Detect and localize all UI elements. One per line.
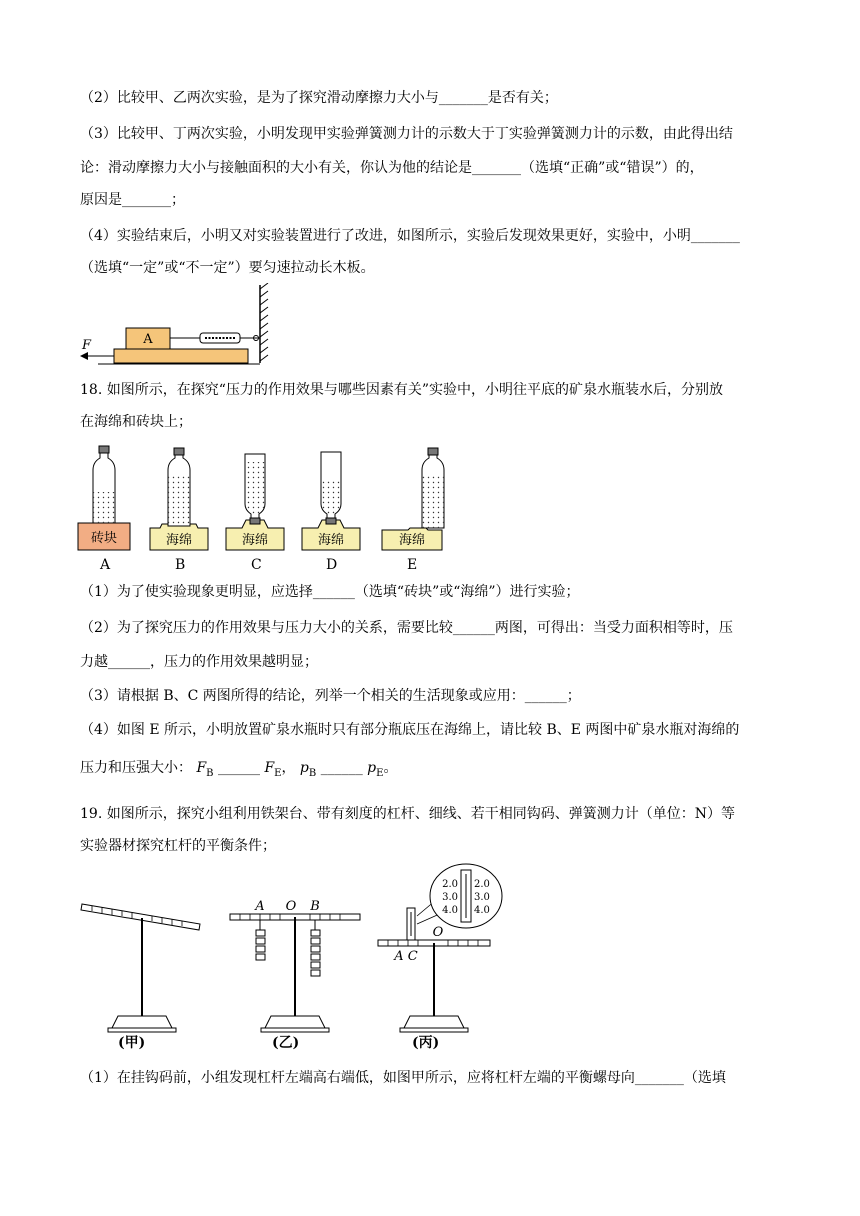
q17-part4-line2: （选填“一定”或“不一定”）要匀速拉动长木板。 — [80, 260, 375, 276]
q18-intro-line2: 在海绵和砖块上； — [80, 414, 192, 430]
panel-e-base: 海绵 — [398, 533, 426, 548]
point-b: B — [310, 899, 320, 914]
force-f-label: F — [82, 338, 92, 353]
scale-right-3: 4.0 — [474, 905, 490, 916]
sub-e: E — [376, 767, 384, 779]
block-a-label: A — [143, 332, 153, 347]
var-f: F — [264, 760, 275, 776]
point-o: O — [285, 899, 297, 914]
panel-b-base: 海绵 — [165, 533, 193, 548]
panel-d — [302, 452, 360, 550]
scale-right-2: 3.0 — [474, 892, 490, 903]
scale-right-1: 2.0 — [474, 879, 490, 890]
caption-a: A — [100, 557, 111, 573]
lever-bing — [378, 864, 502, 1032]
lever-jia — [81, 904, 200, 1032]
scale-left-3: 4.0 — [442, 905, 458, 916]
caption-c: C — [251, 557, 262, 573]
q17-part4-line1: （4）实验结束后，小明又对实验装置进行了改进，如图所示，实验后发现效果更好，实验中，小明_______ — [80, 228, 740, 244]
panel-b — [150, 448, 208, 550]
period: 。 — [383, 760, 398, 776]
comma: ， — [281, 760, 296, 776]
long-board — [114, 349, 248, 363]
caption-e: E — [407, 557, 418, 573]
sub-e: E — [274, 767, 282, 779]
blank-1: ______ — [217, 760, 260, 776]
q18-part2-line2: 力越______，压力的作用效果越明显； — [80, 654, 318, 670]
q17-part3-line2: 论：滑动摩擦力大小与接触面积的大小有关，你认为他的结论是_______（选填“正确”或“错误”）的， — [80, 160, 704, 176]
q18-part4-line1: （4）如图 E 所示，小明放置矿泉水瓶时只有部分瓶底压在海绵上，请比较 B、E 两图中矿泉水瓶对海绵的 — [80, 722, 740, 738]
panel-d-base: 海绵 — [317, 533, 345, 548]
var-p: p — [367, 760, 377, 776]
sub-b: B — [308, 767, 317, 779]
q18-part4-prefix: 压力和压强大小： — [80, 760, 192, 776]
sub-b: B — [206, 767, 214, 779]
q19-intro-line1: 19. 如图所示，探究小组利用铁架台、带有刻度的杠杆、细线、若干相同钩码、弹簧测力计（单位：N）等 — [80, 806, 735, 822]
q19-part1: （1）在挂钩码前，小组发现杠杆左端高右端低，如图甲所示，应将杠杆左端的平衡螺母向_______（选填 — [80, 1070, 726, 1086]
caption-b: B — [175, 557, 186, 573]
caption-yi: (乙) — [272, 1035, 300, 1051]
q18-part4-line2 — [80, 758, 780, 784]
panel-a-base: 砖块 — [90, 531, 118, 546]
q18-part3: （3）请根据 B、C 两图所得的结论，列举一个相关的生活现象或应用：______； — [80, 688, 581, 704]
q17-part3-line3: 原因是_______； — [80, 192, 185, 208]
panel-a — [78, 446, 130, 550]
panel-c — [226, 454, 284, 550]
q19-intro-line2: 实验器材探究杠杆的平衡条件； — [80, 838, 276, 854]
caption-d: D — [326, 557, 338, 573]
q17-apparatus-figure — [78, 283, 278, 368]
q18-part1: （1）为了使实验现象更明显，应选择______（选填“砖块”或“海绵”）进行实验； — [80, 584, 580, 600]
caption-bing: (丙) — [412, 1035, 440, 1051]
lever-yi — [230, 899, 360, 1032]
q19-lever-figure — [78, 860, 518, 1050]
point-a: A — [255, 899, 265, 914]
panel-e — [382, 448, 444, 550]
var-p: p — [299, 760, 309, 776]
caption-jia: (甲) — [118, 1035, 146, 1051]
q17-part2: （2）比较甲、乙两次实验，是为了探究滑动摩擦力大小与_______是否有关； — [80, 90, 558, 106]
q17-part3-line1: （3）比较甲、丁两次实验，小明发现甲实验弹簧测力计的示数大于丁实验弹簧测力计的示数，由此得出结 — [80, 126, 733, 142]
var-f: F — [196, 760, 207, 776]
blank-2: ______ — [320, 760, 363, 776]
point-o: O — [432, 925, 444, 940]
points-ac: A C — [394, 949, 418, 964]
panel-c-base: 海绵 — [241, 533, 269, 548]
scale-left-2: 3.0 — [442, 892, 458, 903]
q18-part2-line1: （2）为了探究压力的作用效果与压力大小的关系，需要比较______两图，可得出：当受力面积相等时，压 — [80, 620, 733, 636]
q18-bottles-figure — [76, 440, 476, 575]
q18-intro-line1: 18. 如图所示，在探究“压力的作用效果与哪些因素有关”实验中，小明往平底的矿泉水瓶装水后，分别放 — [80, 382, 724, 398]
scale-left-1: 2.0 — [442, 879, 458, 890]
